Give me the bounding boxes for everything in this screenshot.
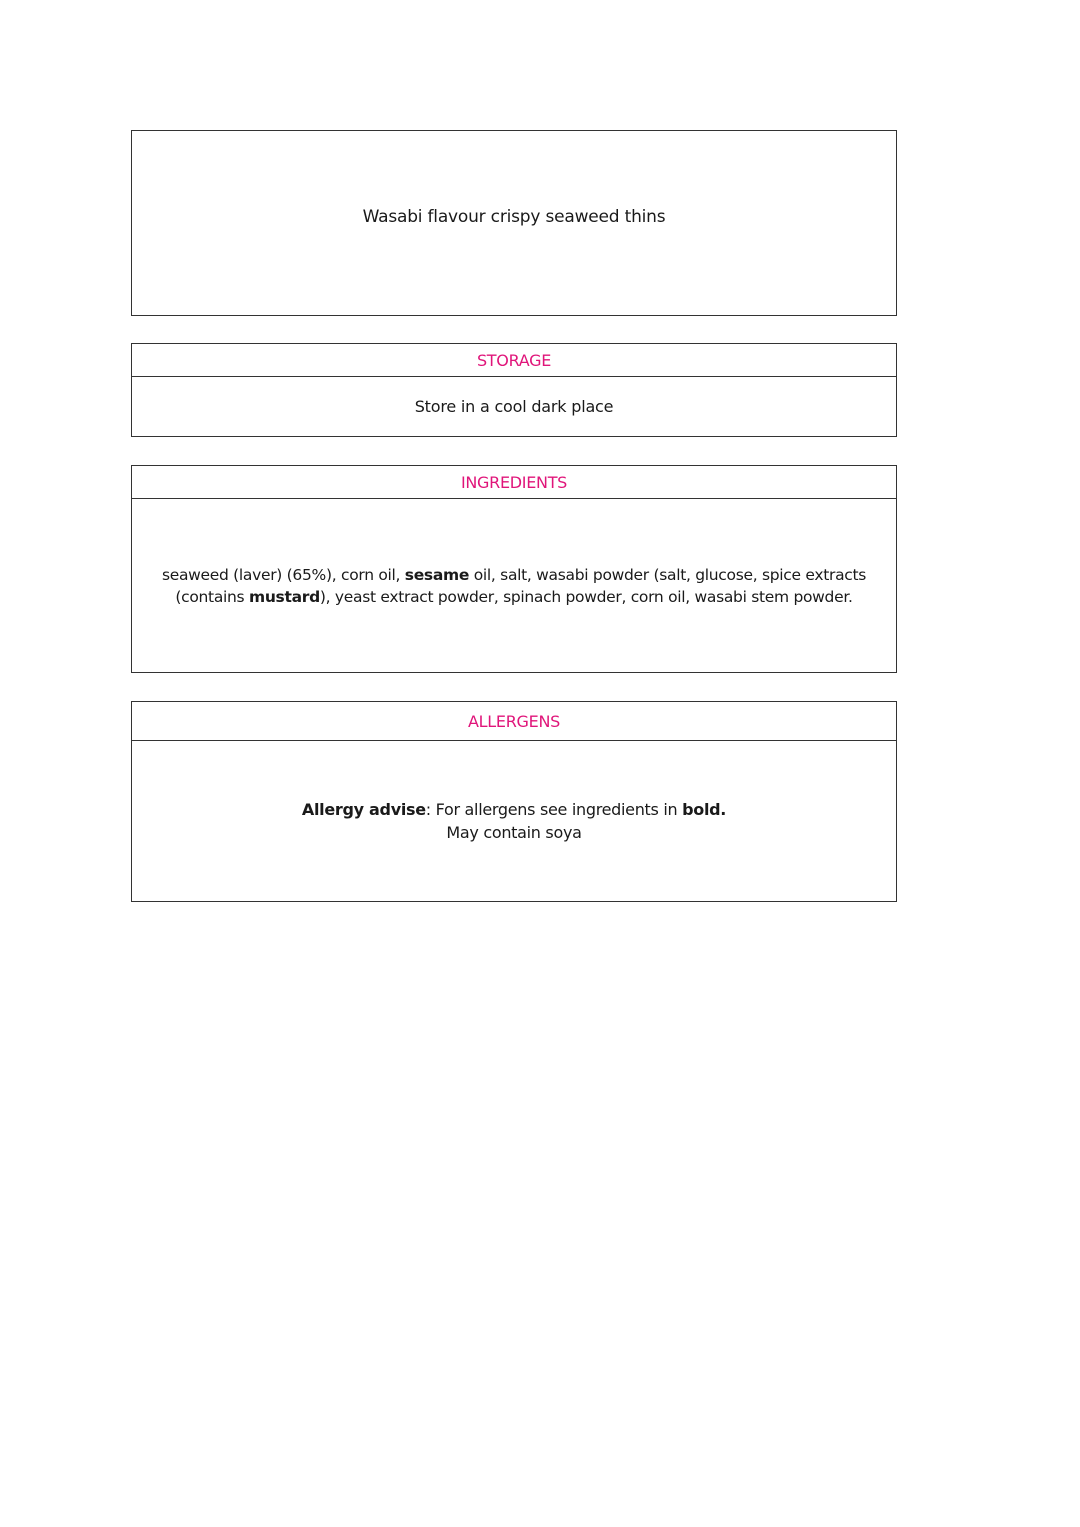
ingredients-panel <box>131 465 897 673</box>
product-name: Wasabi flavour crispy seaweed thins <box>362 207 666 227</box>
allergens-text <box>132 741 896 901</box>
ingredients-text <box>132 499 896 672</box>
ingredients-heading: INGREDIENTS <box>132 466 896 499</box>
allergy-advice-line <box>302 798 726 821</box>
storage-text: Store in a cool dark place <box>414 397 614 416</box>
allergy-advice-label: Allergy advise <box>301 800 426 819</box>
product-name-panel <box>131 130 897 316</box>
ingredients-line2-part2: ), yeast extract powder, spinach powder, corn oil, wasabi stem powder. <box>319 587 853 606</box>
ingredients-line2-part1: (contains <box>175 587 249 606</box>
storage-panel <box>131 343 897 437</box>
ingredients-allergen-sesame: sesame <box>404 565 470 584</box>
storage-heading: STORAGE <box>132 344 896 377</box>
allergy-advice-bold: bold. <box>682 800 727 819</box>
may-contain-line: May contain soya <box>446 823 582 842</box>
allergens-heading: ALLERGENS <box>132 702 896 741</box>
ingredients-line1-part1: seaweed (laver) (65%), corn oil, <box>161 565 405 584</box>
allergens-panel <box>131 701 897 902</box>
ingredients-allergen-mustard: mustard <box>248 587 320 606</box>
ingredients-line1-part2: oil, salt, wasabi powder (salt, glucose, spice extracts <box>469 565 867 584</box>
allergy-advice-text: : For allergens see ingredients in <box>425 800 683 819</box>
